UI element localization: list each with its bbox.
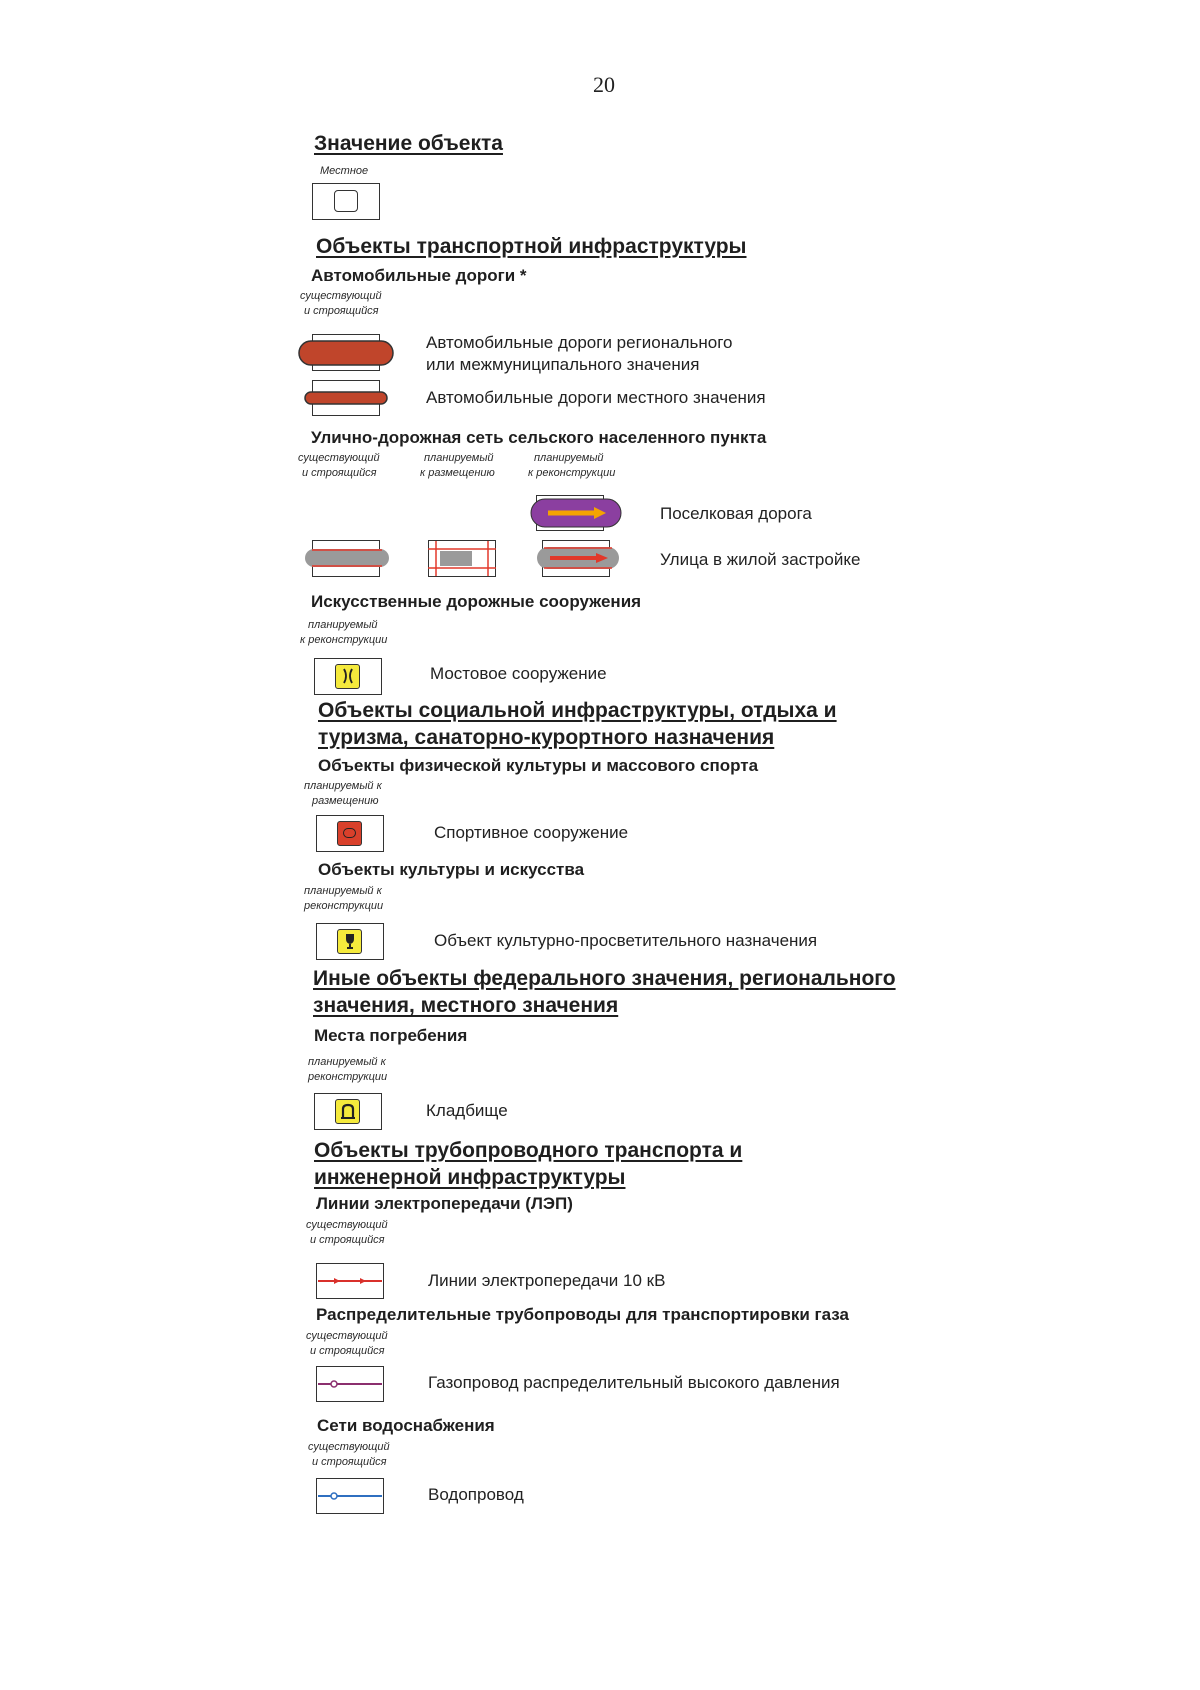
- caption-street-planned-placement: [420, 451, 495, 481]
- caption-burial: [308, 1055, 387, 1085]
- label-residential-street: Улица в жилой застройке: [660, 550, 861, 569]
- title-line: Объекты социальной инфраструктуры, отдыха и: [318, 699, 837, 722]
- bridge-icon: [335, 664, 360, 689]
- caption-line: и строящийся: [304, 305, 379, 317]
- caption-line: планируемый: [534, 452, 604, 464]
- caption-line: и строящийся: [312, 1456, 387, 1468]
- sport-icon: [337, 821, 362, 846]
- caption-line: планируемый к: [304, 885, 382, 897]
- local-road-icon: [304, 391, 388, 405]
- page-number: 20: [593, 72, 615, 97]
- label-local-road: Автомобильные дороги местного значения: [426, 388, 766, 407]
- caption-line: существующий: [306, 1219, 388, 1231]
- caption-roads: [300, 289, 382, 319]
- caption-line: планируемый: [308, 619, 378, 631]
- subsection-title-street-network: Улично-дорожная сеть сельского населенного пункта: [311, 428, 767, 447]
- section-title-other: [313, 965, 896, 1019]
- label-settlement-road: Поселковая дорога: [660, 504, 812, 523]
- settlement-road-icon: [530, 498, 622, 528]
- section-title-pipeline: [314, 1137, 742, 1191]
- label-cemetery: Кладбище: [426, 1101, 508, 1120]
- caption-gas: [306, 1329, 388, 1359]
- caption-line: размещению: [312, 795, 379, 807]
- legend-symbol-bridge: [314, 658, 382, 695]
- caption-line: планируемый к: [308, 1056, 386, 1068]
- caption-line: планируемый к: [304, 780, 382, 792]
- label-bridge: Мостовое сооружение: [430, 664, 607, 683]
- label-sport: Спортивное сооружение: [434, 823, 629, 842]
- title-line: значения, местного значения: [313, 994, 619, 1017]
- title-line: Объекты трубопроводного транспорта и: [314, 1139, 743, 1162]
- title-line: туризма, санаторно-курортного назначения: [318, 726, 775, 749]
- caption-line: существующий: [298, 452, 380, 464]
- caption-sport: [304, 779, 382, 809]
- caption-line: реконструкции: [308, 1071, 388, 1083]
- culture-icon: [337, 929, 362, 954]
- caption-power: [306, 1218, 388, 1248]
- caption-local: Местное: [320, 165, 369, 177]
- label-power-line: Линии электропередачи 10 кВ: [428, 1271, 666, 1290]
- caption-line: существующий: [308, 1441, 390, 1453]
- sport-oval-icon: [343, 828, 356, 838]
- label-regional-road: [426, 332, 733, 376]
- subsection-title-burial: Места погребения: [314, 1026, 468, 1045]
- section-title-object-value: Значение объекта: [314, 132, 503, 155]
- power-line-icon: [316, 1263, 384, 1299]
- section-title-transport: Объекты транспортной инфраструктуры: [316, 235, 747, 258]
- caption-line: существующий: [300, 290, 382, 302]
- label-gas-pipe: Газопровод распределительный высокого давления: [428, 1373, 840, 1392]
- caption-line: к реконструкции: [300, 634, 388, 646]
- caption-road-structures: [300, 618, 387, 648]
- caption-line: существующий: [306, 1330, 388, 1342]
- caption-line: и строящийся: [310, 1234, 385, 1246]
- caption-line: планируемый: [424, 452, 494, 464]
- caption-culture: [304, 884, 383, 914]
- legend-symbol-culture: [316, 923, 384, 960]
- caption-street-planned-reconstruction: [528, 451, 615, 481]
- label-water-pipe: Водопровод: [428, 1485, 524, 1504]
- legend-symbol-local: [312, 183, 380, 220]
- legend-symbol-sport: [316, 815, 384, 852]
- regional-road-icon: [298, 340, 394, 366]
- title-line: инженерной инфраструктуры: [314, 1166, 626, 1189]
- caption-line: и строящийся: [302, 467, 377, 479]
- cemetery-icon: [335, 1099, 360, 1124]
- label-line: Автомобильные дороги регионального: [426, 333, 733, 352]
- subsection-title-sport: Объекты физической культуры и массового спорта: [318, 756, 759, 775]
- street-planned-icon: [428, 540, 496, 577]
- caption-line: к реконструкции: [528, 467, 616, 479]
- caption-line: к размещению: [420, 467, 495, 479]
- subsection-title-power: Линии электропередачи (ЛЭП): [316, 1194, 573, 1213]
- label-line: или межмуниципального значения: [426, 355, 700, 374]
- caption-water: [308, 1440, 390, 1470]
- subsection-title-road-structures: Искусственные дорожные сооружения: [311, 592, 642, 611]
- caption-street-existing: [298, 451, 380, 481]
- subsection-title-gas: Распределительные трубопроводы для транспортировки газа: [316, 1305, 849, 1324]
- caption-line: и строящийся: [310, 1345, 385, 1357]
- local-square-icon: [334, 190, 358, 212]
- street-existing-icon: [304, 548, 390, 568]
- subsection-title-culture: Объекты культуры и искусства: [318, 860, 585, 879]
- gas-pipe-icon: [316, 1366, 384, 1402]
- label-culture: Объект культурно-просветительного назначения: [434, 931, 818, 950]
- street-reconstruction-icon: [536, 546, 620, 570]
- water-pipe-icon: [316, 1478, 384, 1514]
- legend-symbol-cemetery: [314, 1093, 382, 1130]
- title-line: Иные объекты федерального значения, регионального: [313, 967, 896, 990]
- subsection-title-water: Сети водоснабжения: [317, 1416, 495, 1435]
- subsection-title-roads: Автомобильные дороги *: [311, 266, 527, 285]
- section-title-social: [318, 697, 837, 751]
- caption-line: реконструкции: [304, 900, 384, 912]
